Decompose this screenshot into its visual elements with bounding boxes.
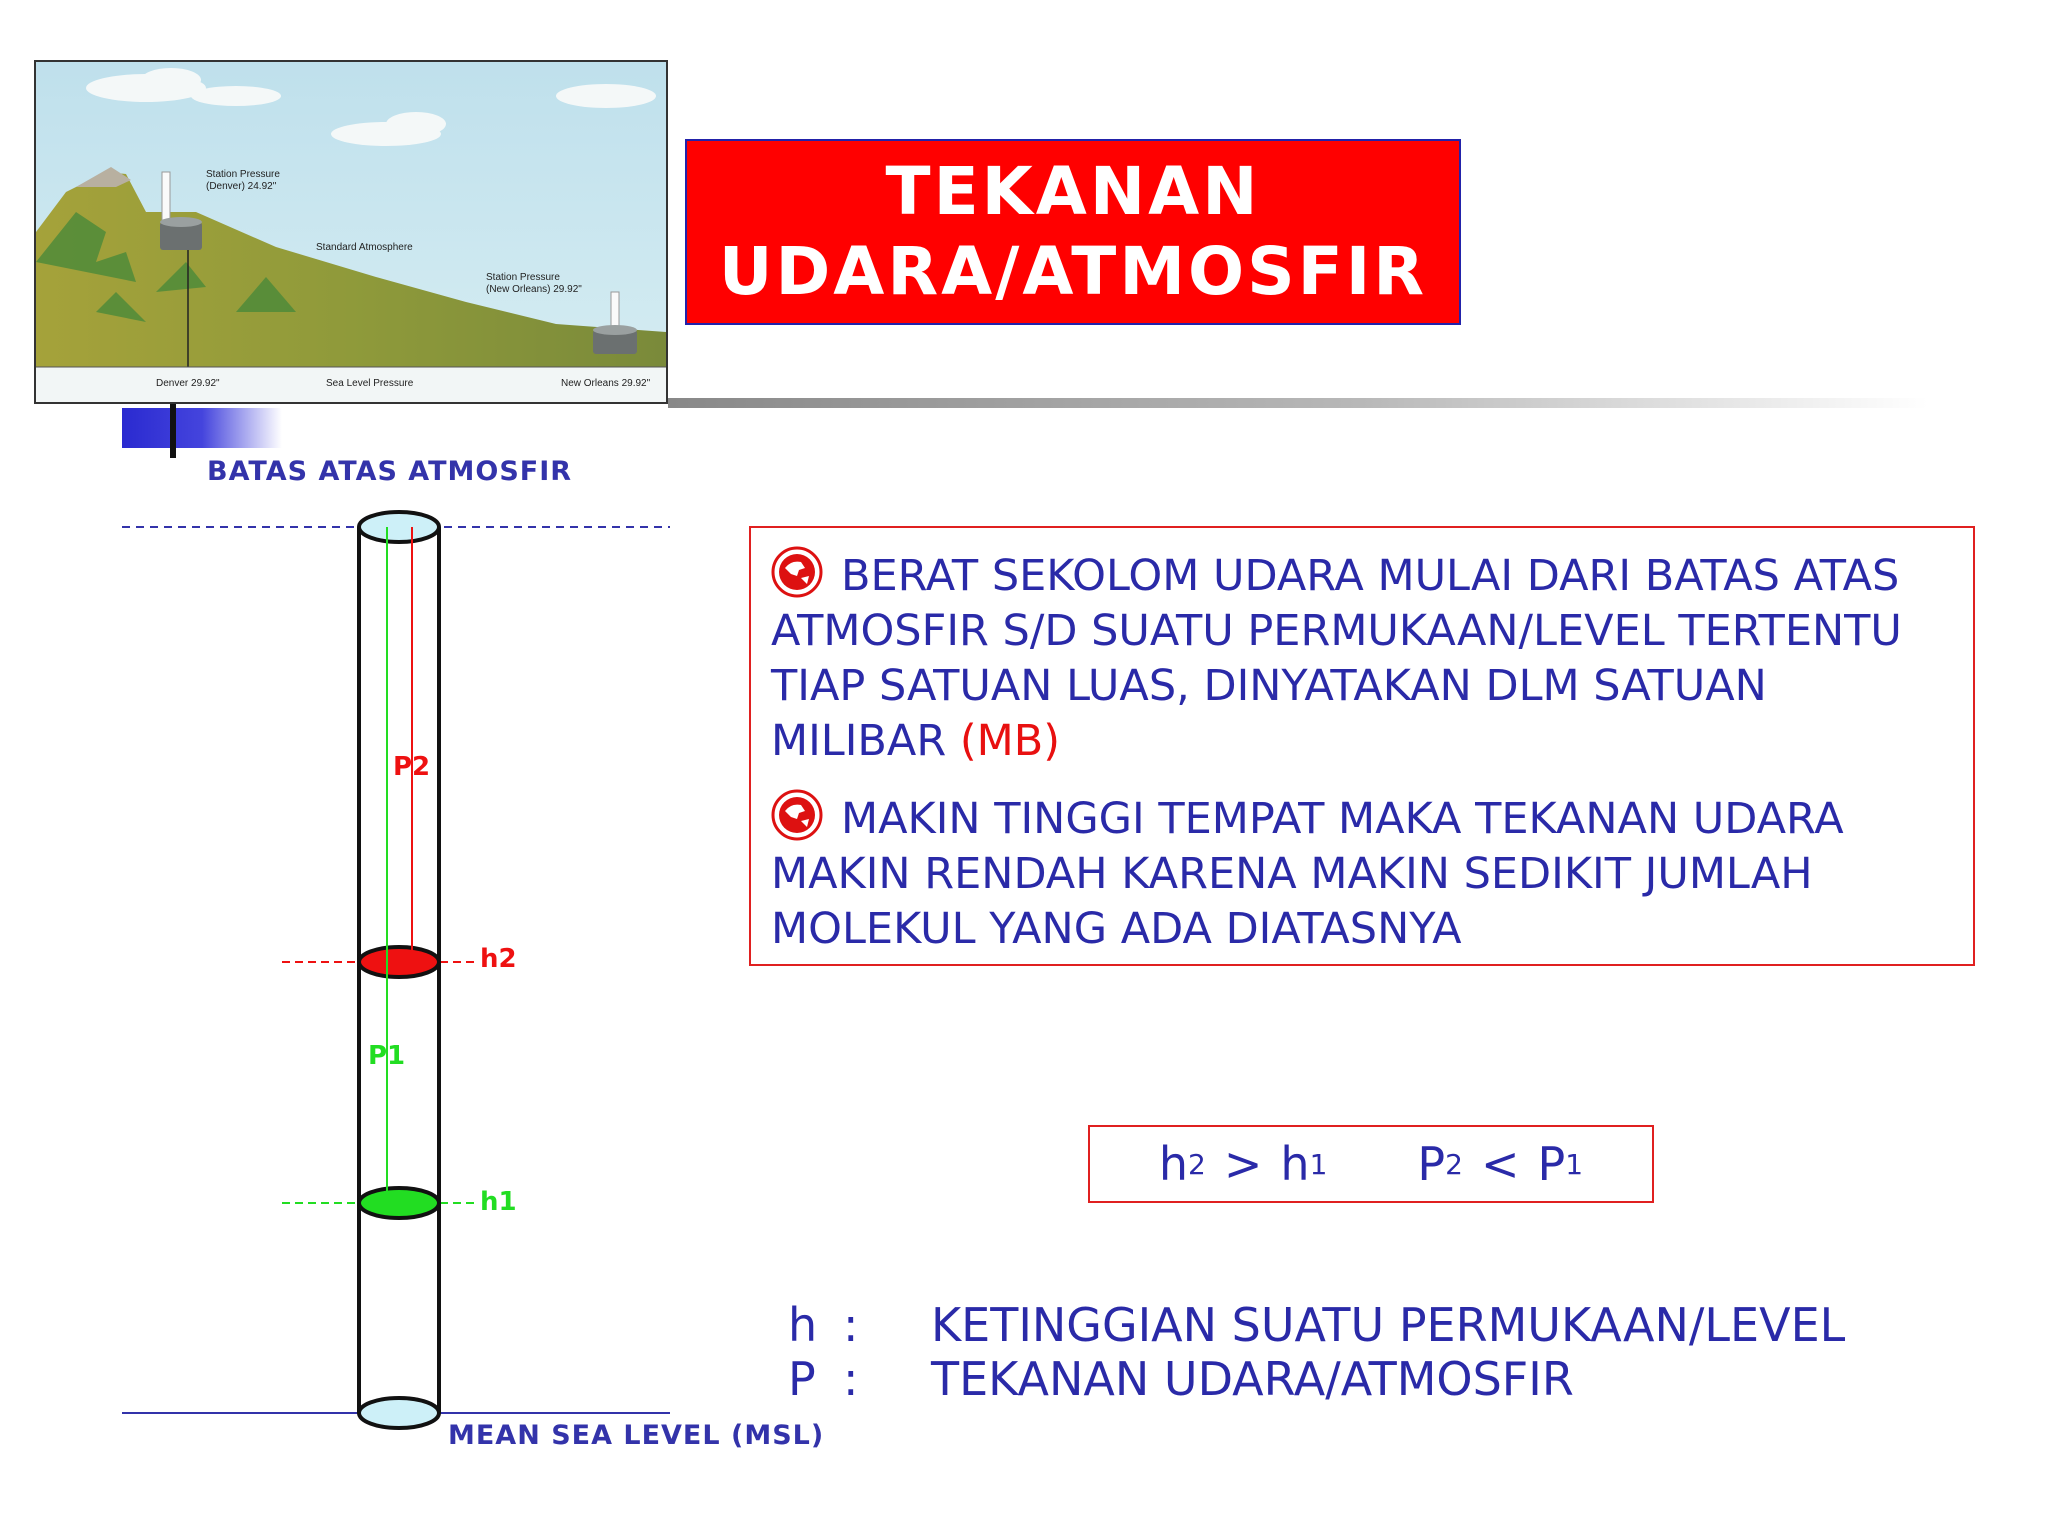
unit-mb: (MB) (959, 716, 1061, 766)
formula-sub-1: 1 (1309, 1147, 1328, 1181)
new-orleans-pressure-label: New Orleans 29.92" (561, 378, 651, 389)
formula-sub-2: 2 (1188, 1147, 1206, 1181)
legend-text-h: KETINGGIAN SUATU PERMUKAAN/LEVEL (931, 1298, 1846, 1352)
description-box (749, 526, 1975, 966)
standard-atmosphere-label: Standard Atmosphere (316, 242, 413, 253)
legend-colon-h: : (843, 1298, 859, 1352)
legend-symbol-h: h (788, 1298, 818, 1352)
p1-label: P1 (368, 1041, 406, 1071)
formula-sub-1b: 1 (1565, 1147, 1584, 1181)
p2-label: P2 (393, 752, 431, 782)
denver-station-line1: Station Pressure (206, 169, 280, 180)
column-top (359, 512, 439, 542)
formula-gt: > (1223, 1137, 1263, 1191)
globe-icon (771, 546, 823, 598)
formula-h-left: h (1158, 1137, 1189, 1191)
title-line2: UDARA/ATMOSFIR (718, 233, 1428, 310)
formula-box (1088, 1125, 1654, 1203)
globe-icon (771, 789, 823, 841)
formula-lt: < (1480, 1137, 1520, 1191)
title-line1: TEKANAN (885, 153, 1261, 230)
denver-pressure-label: Denver 29.92" (156, 378, 220, 389)
description-paragraph-2 (771, 789, 1953, 957)
description-text-1: BERAT SEKOLOM UDARA MULAI DARI BATAS ATAS ATMOSFIR S/D SUATU PERMUKAAN/LEVEL TERTENTU TIAP SATUAN LUAS, DINYATAKAN DLM SATUAN MILIBAR (771, 551, 1902, 766)
legend-row-h (788, 1298, 1845, 1352)
legend-colon-p: : (843, 1352, 859, 1406)
h1-label: h1 (480, 1187, 517, 1217)
description-paragraph-1 (771, 546, 1953, 769)
atmosphere-top-label: BATAS ATAS ATMOSFIR (207, 456, 573, 487)
sea-level-pressure-label: Sea Level Pressure (326, 378, 414, 389)
mean-sea-level-label: MEAN SEA LEVEL (MSL) (448, 1420, 825, 1451)
formula-p-left: P (1417, 1137, 1446, 1191)
legend-row-p (788, 1352, 1574, 1406)
description-text-2: MAKIN TINGGI TEMPAT MAKA TEKANAN UDARA MAKIN RENDAH KARENA MAKIN SEDIKIT JUMLAH MOLEKUL YANG ADA DIATASNYA (771, 794, 1844, 954)
formula-h-right: h (1280, 1137, 1310, 1191)
new-orleans-station-line1: Station Pressure (486, 272, 560, 283)
new-orleans-station-line2: (New Orleans) 29.92" (486, 284, 582, 295)
legend-text-p: TEKANAN UDARA/ATMOSFIR (931, 1352, 1574, 1406)
formula-p-right: P (1537, 1137, 1566, 1191)
h2-disk (359, 947, 439, 977)
legend-symbol-p: P (788, 1352, 816, 1406)
h1-disk (359, 1188, 439, 1218)
h2-label: h2 (480, 944, 517, 974)
formula-sub-2b: 2 (1445, 1147, 1463, 1181)
column-base (359, 1398, 439, 1428)
denver-station-line2: (Denver) 24.92" (206, 181, 277, 192)
